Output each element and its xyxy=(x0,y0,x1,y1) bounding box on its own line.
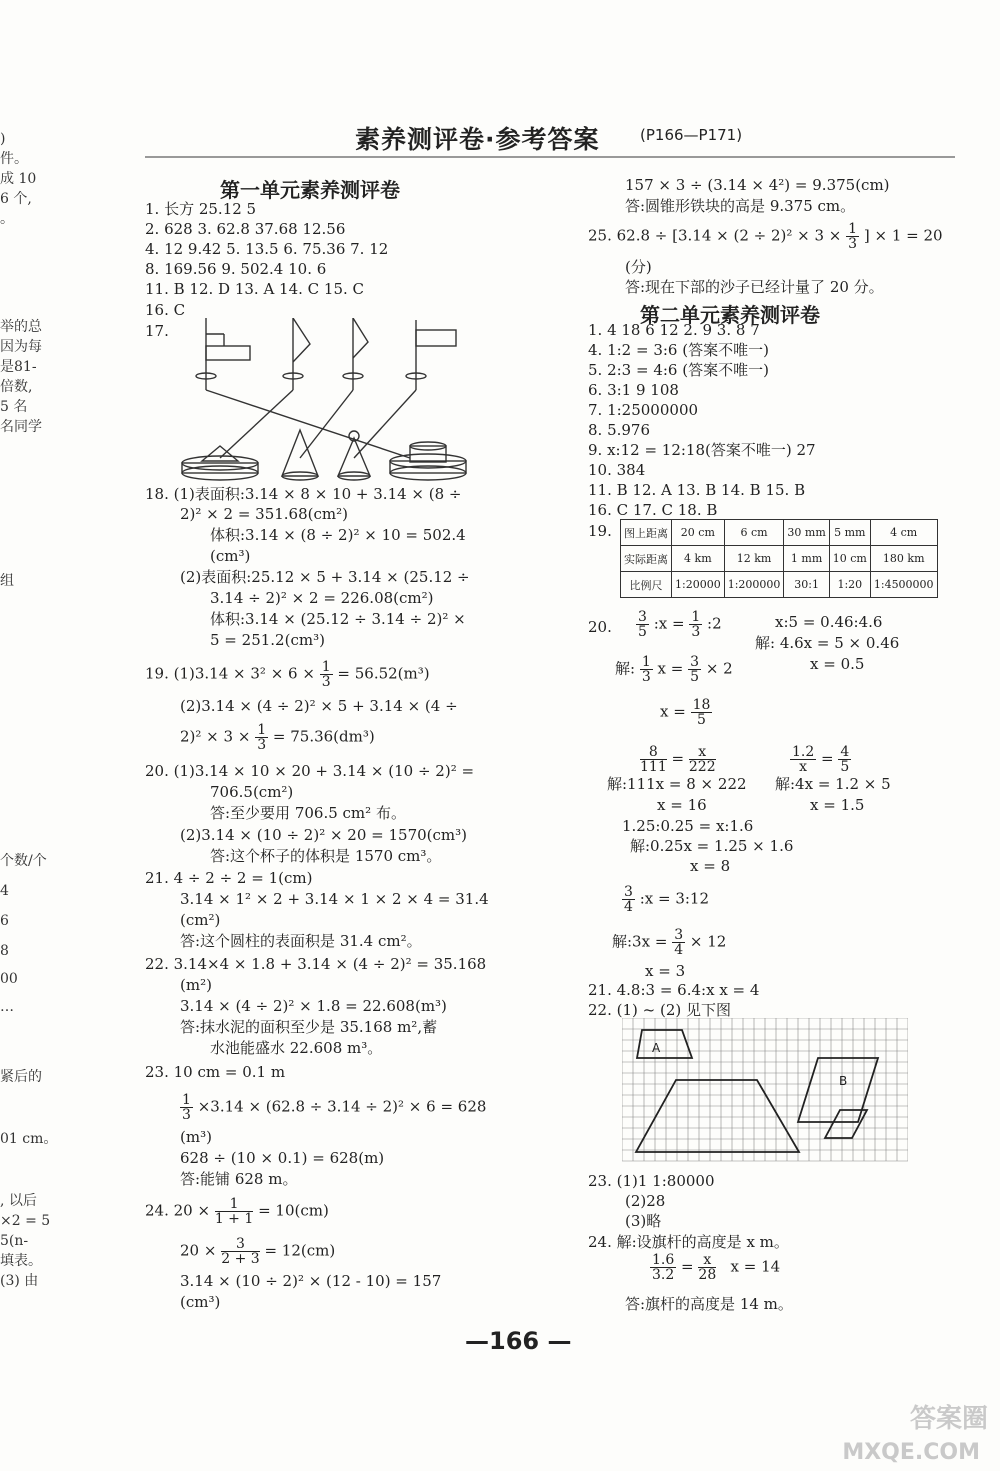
q19-1: 19. (1)3.14 × 3² × 6 × $\frac{1}{3}$ = 56.52(m³) xyxy=(145,659,430,690)
unit1-title: 第一单元素养测评卷 xyxy=(220,178,400,202)
unit1-line: 答:能铺 628 m。 xyxy=(180,1170,298,1188)
table-cell: 1:4500000 xyxy=(870,572,937,598)
watermark-logo: 答案圈 xyxy=(909,1404,988,1434)
table-row xyxy=(621,520,938,546)
unit1-line: 3.14 × (10 ÷ 2)² × (12 - 10) = 157 xyxy=(180,1272,442,1290)
eq20b: 解: $\frac{1}{3}$ x = $\frac{3}{5}$ × 2 xyxy=(615,654,733,685)
right-col-line: 答:现在下部的沙子已经计量了 20 分。 xyxy=(625,278,884,296)
unit1-line: 3.14 × (4 ÷ 2)² × 1.8 = 22.608(m³) xyxy=(180,997,447,1015)
page-header-title: 素养测评卷·参考答案 xyxy=(355,125,600,154)
table-cell: 1:200000 xyxy=(724,572,784,598)
left-fragment: 个数/个 xyxy=(0,853,47,869)
table-row xyxy=(621,546,938,572)
left-fragment: 成 10 xyxy=(0,171,37,187)
unit2-line: 7. 1:25000000 xyxy=(588,401,699,419)
table-cell: 5 mm xyxy=(829,520,870,546)
left-fragment: 组 xyxy=(0,573,14,589)
unit2-line: 16. C 17. C 18. B xyxy=(588,501,718,519)
unit2-title: 第二单元素养测评卷 xyxy=(640,303,820,327)
q25: 25. 62.8 ÷ [3.14 × (2 ÷ 2)² × 3 × $\frac{1}{3}$ ] × 1 = 20 xyxy=(588,221,943,252)
eq20c: x = $\frac{18}{5}$ xyxy=(660,697,711,728)
left-fragment: 5 名 xyxy=(0,399,28,415)
unit2-line: 24. 解:设旗杆的高度是 x m。 xyxy=(588,1233,789,1251)
unit2-line: 19. xyxy=(588,522,612,540)
unit2-line: 解: 4.6x = 5 × 0.46 xyxy=(755,634,900,652)
unit2-line: 1.25:0.25 = x:1.6 xyxy=(622,817,754,835)
row-header-cell: 实际距离 xyxy=(621,546,672,572)
unit2-line: 解:4x = 1.2 × 5 xyxy=(775,775,891,793)
q24-1: 24. 20 × $\frac{1}{1 + 1}$ = 10(cm) xyxy=(145,1196,329,1227)
unit1-line: 1. 长方 25.12 5 xyxy=(145,200,257,218)
unit1-line: 17. xyxy=(145,322,169,340)
unit1-line: (2)3.14 × (10 ÷ 2)² × 20 = 1570(cm³) xyxy=(180,826,468,844)
unit1-line: 答:这个圆柱的表面积是 31.4 cm²。 xyxy=(180,932,422,950)
table-cell: 20 cm xyxy=(672,520,725,546)
table-cell: 4 km xyxy=(672,546,725,572)
left-fragment: 紧后的 xyxy=(0,1069,42,1085)
unit1-line: 水池能盛水 22.608 m³。 xyxy=(210,1039,383,1057)
left-fragment: 举的总 xyxy=(0,319,42,335)
unit1-line: (2)表面积:25.12 × 5 + 3.14 × (25.12 ÷ xyxy=(180,568,470,586)
unit2-line: 8. 5.976 xyxy=(588,421,651,439)
unit1-line: 8. 169.56 9. 502.4 10. 6 xyxy=(145,260,327,278)
unit2-line: 21. 4.8:3 = 6.4:x x = 4 xyxy=(588,981,760,999)
eq24: $\frac{1.6}{3.2}$ = $\frac{x}{28}$ x = 14 xyxy=(652,1252,781,1283)
unit2-line: (2)28 xyxy=(625,1192,666,1210)
unit1-line: (2)3.14 × (4 ÷ 2)² × 5 + 3.14 × (4 ÷ xyxy=(180,697,458,715)
unit1-line: (cm²) xyxy=(180,911,221,929)
q20-1-b: 706.5(cm²) xyxy=(210,783,294,801)
q23-formula: $\frac{1}{3}$ ×3.14 × (62.8 ÷ 3.14 ÷ 2)² × 6 = 628 xyxy=(182,1092,487,1123)
table-cell: 12 km xyxy=(724,546,784,572)
unit1-line: 答:这个杯子的体积是 1570 cm³。 xyxy=(210,847,442,865)
unit2-line: 22. (1) ~ (2) 见下图 xyxy=(588,1001,731,1019)
eq20f: $\frac{3}{4}$ :x = 3:12 xyxy=(624,884,710,915)
unit2-line: 6. 3:1 9 108 xyxy=(588,381,679,399)
watermark-url: MXQE.COM xyxy=(842,1440,980,1465)
left-fragment: 因为每 xyxy=(0,339,42,355)
unit2-line: 4. 1:2 = 3:6 (答案不唯一) xyxy=(588,341,769,359)
left-fragment: ) xyxy=(0,131,6,147)
left-fragment: 00 xyxy=(0,971,18,987)
left-fragment: … xyxy=(0,999,14,1015)
unit2-line: x = 8 xyxy=(690,857,731,875)
table-cell: 6 cm xyxy=(724,520,784,546)
left-fragment: 填表。 xyxy=(0,1253,42,1269)
unit2-line: x = 16 xyxy=(657,796,707,814)
unit1-line: (m³) xyxy=(180,1128,212,1146)
unit1-line: 18. (1)表面积:3.14 × 8 × 10 + 3.14 × (8 ÷ xyxy=(145,485,462,503)
unit1-line: (cm³) xyxy=(210,547,251,565)
shape-b-label: B xyxy=(839,1074,848,1088)
unit1-line: 体积:3.14 × (8 ÷ 2)² × 10 = 502.4 xyxy=(210,526,466,544)
unit1-line: 23. 10 cm = 0.1 m xyxy=(145,1063,286,1081)
left-fragment: 件。 xyxy=(0,151,28,167)
table-cell: 1 mm xyxy=(784,546,829,572)
page-range: (P166—P171) xyxy=(640,126,743,144)
unit2-line: x = 0.5 xyxy=(810,655,865,673)
left-fragment: (3) 由 xyxy=(0,1273,39,1289)
unit1-line: (cm³) xyxy=(180,1293,221,1311)
unit2-line: 答:旗杆的高度是 14 m。 xyxy=(625,1295,793,1313)
page-number: —166 — xyxy=(465,1327,572,1355)
left-fragment: 8 xyxy=(0,943,9,959)
right-col-line: (分) xyxy=(625,258,652,276)
q19-2b: 2)² × 3 × $\frac{1}{3}$ = 75.36(dm³) xyxy=(180,722,375,753)
unit2-line: 10. 384 xyxy=(588,461,646,479)
left-fragment: 5(n- xyxy=(0,1233,29,1249)
unit2-line: 解:0.25x = 1.25 × 1.6 xyxy=(630,837,794,855)
unit1-line: 答:抹水泥的面积至少是 35.168 m²,蓄 xyxy=(180,1018,438,1036)
left-fragment: 倍数, xyxy=(0,379,33,395)
unit1-line: 3.14 ÷ 2)² × 2 = 226.08(cm²) xyxy=(210,589,434,607)
unit2-line: (3)略 xyxy=(625,1212,662,1230)
left-fragment: 6 个, xyxy=(0,191,32,207)
left-fragment: ×2 = 5 xyxy=(0,1213,51,1229)
table-cell: 1:20 xyxy=(829,572,870,598)
shape-a-label: A xyxy=(652,1041,661,1055)
q20-1-c: 答:至少要用 706.5 cm² 布。 xyxy=(210,804,406,822)
unit2-line: 9. x:12 = 12:18(答案不唯一) 27 xyxy=(588,441,816,459)
scale-table xyxy=(620,519,938,598)
unit1-line: 5 = 251.2(cm³) xyxy=(210,631,325,649)
q24-2: 20 × $\frac{3}{2 + 3}$ = 12(cm) xyxy=(180,1236,336,1267)
unit2-line: 5. 2:3 = 4:6 (答案不唯一) xyxy=(588,361,769,379)
unit1-line: 2. 628 3. 62.8 37.68 12.56 xyxy=(145,220,346,238)
row-header-cell: 比例尺 xyxy=(621,572,672,598)
table-row xyxy=(621,572,938,598)
unit2-line: 20. xyxy=(588,618,612,636)
unit1-line: 628 ÷ (10 × 0.1) = 628(m) xyxy=(180,1149,385,1167)
table-cell: 30:1 xyxy=(784,572,829,598)
header-rule xyxy=(145,156,955,158)
unit1-line: 4. 12 9.42 5. 13.5 6. 75.36 7. 12 xyxy=(145,240,389,258)
left-fragment: 6 xyxy=(0,913,9,929)
unit1-line: 16. C xyxy=(145,301,186,319)
unit1-line: 3.14 × 1² × 2 + 3.14 × 1 × 2 × 4 = 31.4 xyxy=(180,890,489,908)
unit1-line: 21. 4 ÷ 2 ÷ 2 = 1(cm) xyxy=(145,869,313,887)
unit1-line: (m²) xyxy=(180,976,212,994)
eq20g: 解:3x = $\frac{3}{4}$ × 12 xyxy=(612,927,727,958)
unit2-line: 23. (1)1 1:80000 xyxy=(588,1172,715,1190)
unit1-line: 2)² × 2 = 351.68(cm²) xyxy=(180,505,348,523)
table-cell: 4 cm xyxy=(870,520,937,546)
eq20e: $\frac{1.2}{x}$ = $\frac{4}{5}$ xyxy=(792,744,850,775)
left-fragment: 是81- xyxy=(0,359,37,375)
eq20d: $\frac{8}{111}$ = $\frac{x}{222}$ xyxy=(640,744,716,775)
unit2-line: x = 1.5 xyxy=(810,796,865,814)
table-cell: 30 mm xyxy=(784,520,829,546)
unit2-line: x:5 = 0.46:4.6 xyxy=(775,613,883,631)
unit2-line: 11. B 12. A 13. B 14. B 15. B xyxy=(588,481,806,499)
unit1-line: 22. 3.14×4 × 1.8 + 3.14 × (4 ÷ 2)² = 35.168 xyxy=(145,955,487,973)
left-fragment: 名同学 xyxy=(0,419,42,435)
table-cell: 10 cm xyxy=(829,546,870,572)
right-col-line: 157 × 3 ÷ (3.14 × 4²) = 9.375(cm) xyxy=(625,176,890,194)
q22-grid-figure xyxy=(622,1018,908,1164)
q17-figure xyxy=(180,318,480,484)
left-fragment: 01 cm。 xyxy=(0,1131,58,1147)
row-header-cell: 图上距离 xyxy=(621,520,672,546)
table-cell: 1:20000 xyxy=(672,572,725,598)
eq20a: $\frac{3}{5}$ :x = $\frac{1}{3}$ :2 xyxy=(638,609,722,640)
q20-1-a: 20. (1)3.14 × 10 × 20 + 3.14 × (10 ÷ 2)² = xyxy=(145,762,475,780)
unit2-line: 解:111x = 8 × 222 xyxy=(607,775,747,793)
left-fragment: , 以后 xyxy=(0,1193,37,1209)
unit1-line: 体积:3.14 × (25.12 ÷ 3.14 ÷ 2)² × xyxy=(210,610,466,628)
table-cell: 180 km xyxy=(870,546,937,572)
left-fragment: 。 xyxy=(0,211,14,227)
unit2-line: 1. 4 18 6 12 2. 9 3. 8 7 xyxy=(588,321,760,339)
right-col-line: 答:圆锥形铁块的高是 9.375 cm。 xyxy=(625,197,856,215)
unit2-line: x = 3 xyxy=(645,962,686,980)
unit1-line: 11. B 12. D 13. A 14. C 15. C xyxy=(145,280,365,298)
left-fragment: 4 xyxy=(0,883,9,899)
